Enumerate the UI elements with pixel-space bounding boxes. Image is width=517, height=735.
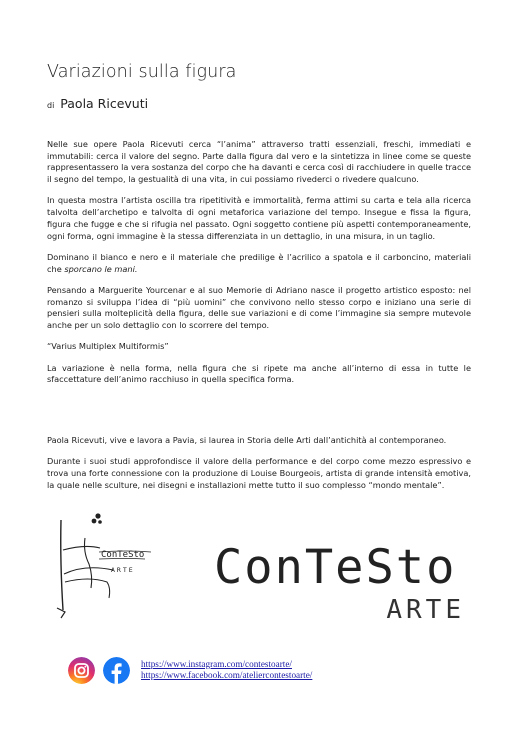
sketch-logo-subtitle: ARTE bbox=[111, 566, 135, 574]
instagram-icon[interactable] bbox=[68, 657, 95, 684]
page-title: Variazioni sulla figura bbox=[47, 62, 237, 82]
author-byline bbox=[47, 96, 148, 111]
logo-main-text: ConTeSto bbox=[214, 540, 457, 595]
bio-paragraph: Paola Ricevuti, vive e lavora a Pavia, si laurea in Storia delle Arti dall’antichità al contemporaneo. bbox=[47, 435, 447, 445]
paragraph: In questa mostra l’artista oscilla tra ripetitività e immortalità, ferma attimi su carta e tela alla ricerca talvolta dell’archetipo e talvolta di ogni metaforica variazione del tempo. Insegue e fissa la figura, figura che fugge e che si rifugia nel passato. Ogni soggetto contiene più aspetti contemporaneamente, ogni forma, ogni immagine è la stessa differenziata in un dettaglio, in una misura, in un taglio. bbox=[47, 195, 471, 241]
contesto-sketch-logo bbox=[55, 512, 155, 620]
paragraph-materials-text: Dominano il bianco e nero e il materiale che predilige è l’acrilico a spatola e il carboncino, materiali che bbox=[47, 251, 471, 274]
facebook-icon[interactable] bbox=[103, 657, 130, 684]
contesto-arte-logo bbox=[214, 540, 469, 635]
facebook-link[interactable]: https://www.facebook.com/ateliercontestoarte/ bbox=[141, 670, 313, 681]
sketch-logo-title: ConTeSto bbox=[101, 550, 145, 560]
social-links bbox=[141, 659, 312, 681]
bio-text bbox=[47, 435, 471, 501]
paragraph-materials-italic: sporcano le mani. bbox=[64, 263, 138, 274]
paragraph: Nelle sue opere Paola Ricevuti cerca “l’anima” attraverso tratti essenziali, freschi, immediati e immutabili: cerca il valore del segno. Parte dalla figura dal vero e la sintetizza in linee come se queste rappresentassero la vera sostanza del corpo che ha davanti e cerca così di racchiudere in quelle tracce il segno del tempo, la gestualità di una vita, in cui possiamo rivederci o rivedere qualcuno. bbox=[47, 139, 471, 185]
logo-sub-text: ARTE bbox=[386, 595, 465, 625]
quote: “Varius Multiplex Multiformis” bbox=[47, 341, 169, 352]
main-text bbox=[47, 139, 471, 396]
author-name: Paola Ricevuti bbox=[60, 96, 149, 111]
bio-paragraph: Durante i suoi studi approfondisce il valore della performance e del corpo come mezzo espressivo e trova una forte connessione con la produzione di Louise Bourgeois, artista di grande intensità emotiva, la quale nelle sculture, nei disegni e installazioni mette tutto il suo complesso “mondo mentale”. bbox=[47, 456, 471, 490]
instagram-link[interactable]: https://www.instagram.com/contestoarte/ bbox=[141, 659, 292, 669]
paragraph: La variazione è nella forma, nella figura che si ripete ma anche all’interno di essa in tutte le sfaccettature dell’animo racchiuso in quella specifica forma. bbox=[47, 362, 471, 385]
paragraph: Pensando a Marguerite Yourcenar e al suo Memorie di Adriano nasce il progetto artistico esposto: nel romanzo si sviluppa l’idea di “più uomini” che convivono nello stesso corpo e iniziano una serie di pensieri sulla molteplicità della figura, delle sue variazioni e di come l’immagine sia sempre mutevole anche per un solo dettaglio con lo scorrere del tempo. bbox=[47, 284, 471, 330]
byline-prefix: di bbox=[47, 101, 55, 110]
paragraph-materials bbox=[47, 252, 471, 275]
